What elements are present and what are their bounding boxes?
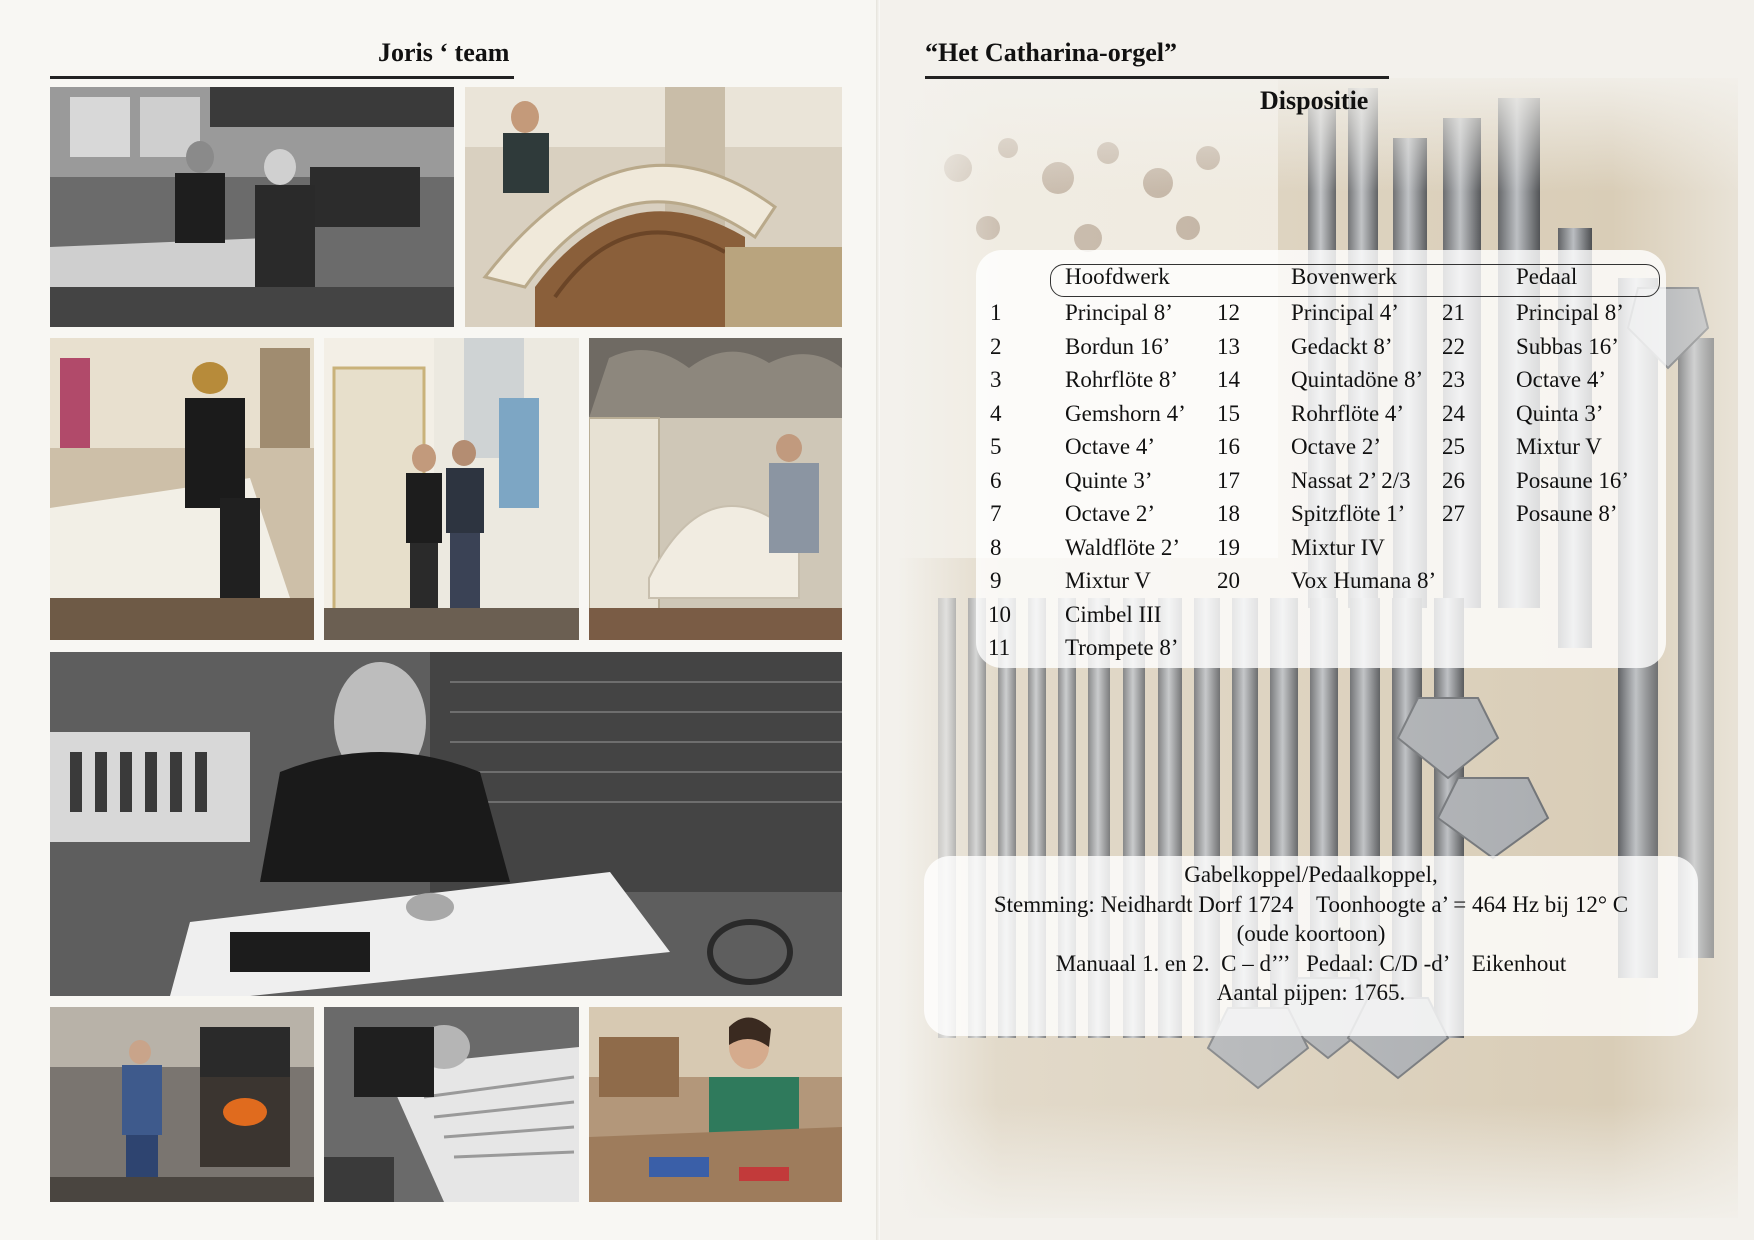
- stop-name: Bordun 16’: [1065, 333, 1171, 359]
- stop-name: Quintadöne 8’: [1291, 367, 1424, 392]
- stop-name: Mixtur V: [1516, 434, 1602, 459]
- stop-number: 24: [1442, 400, 1465, 426]
- left-page-title: Joris ‘ team: [378, 38, 510, 67]
- stop-name: Octave 4’: [1065, 434, 1156, 459]
- stop-name: Trompete 8’: [1065, 635, 1179, 660]
- stop-name: Posaune 8’: [1516, 501, 1618, 526]
- stop-name: Octave 2’: [1291, 434, 1382, 459]
- right-page-title: “Het Catharina-orgel”: [925, 38, 1178, 67]
- info-tuning-line: Stemming: Neidhardt Dorf 1724 Toonhoogte a’ = 464 Hz bij 12° C: [993, 891, 1629, 917]
- info-compass-line: Manuaal 1. en 2. C – d’’’ Pedaal: C/D -d’ Eikenhout: [1055, 950, 1567, 976]
- photo-church-interior: [324, 338, 579, 640]
- stop-number: 14: [1217, 367, 1240, 392]
- stop-name: Spitzflöte 1’: [1291, 501, 1406, 526]
- stop-number: 26: [1442, 467, 1465, 493]
- stop-name: Rohrflöte 8’: [1065, 367, 1179, 392]
- stop-number: 2: [990, 333, 1002, 359]
- stop-name: Principal 4’: [1291, 300, 1399, 325]
- stop-number: 13: [1217, 333, 1240, 359]
- column-header-pedaal: Pedaal: [1516, 264, 1578, 289]
- column-header-hoofdwerk: Hoofdwerk: [1065, 264, 1170, 289]
- stop-name: Nassat 2’ 2/3: [1291, 467, 1411, 493]
- stop-name: Principal 8’: [1065, 300, 1173, 325]
- photo-woman-workbench: [589, 1007, 842, 1202]
- stop-name: Quinta 3’: [1516, 400, 1604, 426]
- photo-man-carving-bw: [50, 652, 842, 996]
- stop-name: Posaune 16’: [1516, 467, 1630, 493]
- photo-workshop-bench: [50, 87, 454, 327]
- photo-forge: [50, 1007, 314, 1202]
- stop-name: Mixtur V: [1065, 568, 1151, 593]
- stop-name: Cimbel III: [1065, 601, 1162, 627]
- column-header-bovenwerk: Bovenwerk: [1291, 264, 1398, 289]
- stop-number: 10: [988, 601, 1011, 627]
- stop-number: 18: [1217, 501, 1240, 526]
- stop-number: 11: [988, 635, 1011, 660]
- stop-name: Waldflöte 2’: [1065, 534, 1181, 560]
- stop-name: Vox Humana 8’: [1291, 568, 1437, 593]
- stop-number: 27: [1442, 501, 1465, 526]
- stop-number: 6: [990, 467, 1002, 493]
- photo-pipe-metal-table: [50, 338, 314, 640]
- stop-number: 20: [1217, 568, 1240, 593]
- stop-name: Principal 8’: [1516, 300, 1624, 325]
- organ-info-panel: [924, 856, 1698, 1036]
- stop-number: 19: [1217, 534, 1240, 560]
- stop-number: 7: [990, 501, 1002, 526]
- stop-name: Subbas 16’: [1516, 333, 1619, 359]
- stop-name: Octave 2’: [1065, 501, 1156, 526]
- stop-number: 15: [1217, 400, 1240, 426]
- stop-number: 22: [1442, 333, 1465, 359]
- stop-number: 1: [990, 300, 1002, 325]
- photo-arch-organ-case: [589, 338, 842, 640]
- stop-number: 12: [1217, 300, 1240, 325]
- stop-number: 23: [1442, 367, 1465, 392]
- info-pitch-note-line: (oude koortoon): [1236, 921, 1386, 946]
- right-page-subtitle: Dispositie: [1260, 86, 1369, 115]
- info-pipe-count-line: Aantal pijpen: 1765.: [1216, 980, 1406, 1005]
- stop-name: Rohrflöte 4’: [1291, 400, 1405, 426]
- stop-name: Octave 4’: [1516, 367, 1607, 392]
- stop-name: Quinte 3’: [1065, 467, 1153, 493]
- stop-number: 25: [1442, 434, 1465, 459]
- stop-number: 4: [990, 400, 1002, 426]
- info-coupler-line: Gabelkoppel/Pedaalkoppel,: [1184, 862, 1438, 887]
- stop-number: 17: [1217, 467, 1240, 493]
- stop-name: Gemshorn 4’: [1065, 400, 1186, 426]
- stop-number: 5: [990, 434, 1002, 459]
- right-page: [880, 0, 1754, 1240]
- stop-number: 3: [990, 367, 1002, 392]
- right-title-rule: [925, 76, 1389, 79]
- stop-number: 21: [1442, 300, 1465, 325]
- stop-name: Mixtur IV: [1291, 534, 1385, 560]
- photo-keyboard-work-bw: [324, 1007, 579, 1202]
- stop-number: 9: [990, 568, 1002, 593]
- photo-wooden-arch: [465, 87, 842, 327]
- stop-name: Gedackt 8’: [1291, 333, 1393, 359]
- organ-info-text: [924, 860, 1698, 1008]
- stop-number: 8: [990, 534, 1002, 560]
- left-title-rule: [50, 76, 514, 79]
- stop-number: 16: [1217, 434, 1240, 459]
